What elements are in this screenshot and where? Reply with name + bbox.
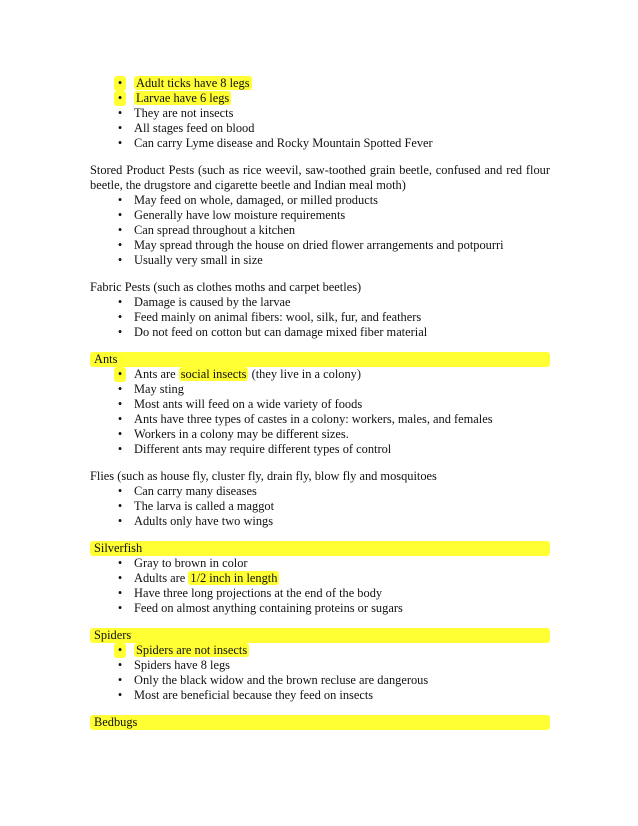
bullet-icon: • [117, 442, 123, 456]
section-heading-text: Bedbugs [94, 715, 138, 729]
bullet-icon: • [117, 556, 123, 570]
list-item [114, 76, 550, 91]
section [90, 280, 550, 340]
section-heading [90, 469, 550, 484]
list-item [114, 397, 550, 412]
list-item-text: Adults are [134, 571, 189, 585]
section-heading-text: Spiders [94, 628, 132, 642]
bullet-icon: • [117, 658, 123, 672]
list-item [114, 382, 550, 397]
section [90, 715, 550, 730]
highlighted-phrase: social insects [180, 367, 247, 381]
list-item [114, 223, 550, 238]
list-item-text: Different ants may require different types of control [134, 442, 392, 456]
section-heading-text: Silverfish [94, 541, 143, 555]
highlighted-phrase: 1/2 inch in length [190, 571, 278, 585]
list-item [114, 238, 550, 253]
section-heading [90, 163, 550, 193]
list-item [114, 121, 550, 136]
list-item [114, 556, 550, 571]
bullet-icon: • [117, 325, 123, 339]
bullet-icon: • [114, 643, 126, 658]
list-item-text: Generally have low moisture requirements [134, 208, 346, 222]
list-item-text: Can carry Lyme disease and Rocky Mountain Spotted Fever [134, 136, 433, 150]
list-item [114, 193, 550, 208]
list-item-text: Gray to brown in color [134, 556, 248, 570]
bullet-icon: • [117, 427, 123, 441]
list-item-text: Adults only have two wings [134, 514, 274, 528]
bullet-icon: • [117, 208, 123, 222]
list-item-text: Do not feed on cotton but can damage mixed fiber material [134, 325, 428, 339]
bullet-icon: • [117, 106, 123, 120]
list-item-text: May sting [134, 382, 184, 396]
list-item-text: All stages feed on blood [134, 121, 255, 135]
list-item [114, 208, 550, 223]
bullet-icon: • [114, 76, 126, 91]
bullet-icon: • [117, 295, 123, 309]
list-item [114, 586, 550, 601]
bullet-icon: • [117, 253, 123, 267]
list-item-text: Damage is caused by the larvae [134, 295, 291, 309]
bullet-list [90, 76, 550, 151]
section-heading-text: Fabric Pests (such as clothes moths and carpet beetles) [90, 280, 362, 294]
section [90, 352, 550, 457]
list-item [114, 601, 550, 616]
list-item-text: Feed on almost anything containing proteins or sugars [134, 601, 403, 615]
section-heading [90, 280, 550, 295]
bullet-icon: • [117, 499, 123, 513]
list-item [114, 484, 550, 499]
bullet-icon: • [117, 514, 123, 528]
section [90, 76, 550, 151]
bullet-icon: • [117, 484, 123, 498]
bullet-icon: • [117, 586, 123, 600]
bullet-icon: • [114, 367, 126, 382]
section-heading [90, 715, 550, 730]
list-item-text: Spiders have 8 legs [134, 658, 231, 672]
bullet-icon: • [117, 238, 123, 252]
list-item-text: Workers in a colony may be different sizes. [134, 427, 349, 441]
section [90, 163, 550, 268]
list-item [114, 136, 550, 151]
list-item [114, 658, 550, 673]
section-heading-text: Flies (such as house fly, cluster fly, drain fly, blow fly and mosquitoes [90, 469, 437, 483]
bullet-list [90, 367, 550, 457]
list-item-text: Can spread throughout a kitchen [134, 223, 296, 237]
list-item-text: Ants have three types of castes in a colony: workers, males, and females [134, 412, 493, 426]
list-item-text: Have three long projections at the end of the body [134, 586, 383, 600]
section [90, 628, 550, 703]
bullet-icon: • [117, 601, 123, 615]
list-item [114, 442, 550, 457]
bullet-icon: • [117, 673, 123, 687]
list-item-text: May spread through the house on dried flower arrangements and potpourri [134, 238, 504, 252]
bullet-list [90, 556, 550, 616]
bullet-icon: • [117, 310, 123, 324]
section-heading-text: Stored Product Pests (such as rice weevil, saw-toothed grain beetle, confused and red flour beetle, the drugstore and cigarette beetle and Indian meal moth) [90, 163, 550, 192]
list-item [114, 106, 550, 121]
list-item-text: Feed mainly on animal fibers: wool, silk, fur, and feathers [134, 310, 422, 324]
section-heading-text: Ants [94, 352, 118, 366]
bullet-icon: • [117, 193, 123, 207]
list-item-text: Only the black widow and the brown recluse are dangerous [134, 673, 429, 687]
list-item-text: (they live in a colony) [248, 367, 361, 381]
list-item [114, 310, 550, 325]
bullet-icon: • [117, 571, 123, 585]
section-heading [90, 541, 550, 556]
list-item-text: Ants are [134, 367, 179, 381]
list-item-text: Larvae have 6 legs [136, 91, 230, 105]
section [90, 541, 550, 616]
bullet-list [90, 484, 550, 529]
bullet-icon: • [114, 91, 126, 106]
bullet-icon: • [117, 382, 123, 396]
bullet-list [90, 295, 550, 340]
list-item [114, 91, 550, 106]
bullet-icon: • [117, 136, 123, 150]
list-item [114, 412, 550, 427]
list-item [114, 499, 550, 514]
list-item [114, 427, 550, 442]
document-content [90, 76, 550, 742]
list-item-text: The larva is called a maggot [134, 499, 275, 513]
section [90, 469, 550, 529]
list-item-text: May feed on whole, damaged, or milled products [134, 193, 378, 207]
list-item-text: Can carry many diseases [134, 484, 257, 498]
section-heading [90, 352, 550, 367]
bullet-icon: • [117, 223, 123, 237]
bullet-icon: • [117, 121, 123, 135]
list-item [114, 514, 550, 529]
section-heading [90, 628, 550, 643]
bullet-icon: • [117, 412, 123, 426]
bullet-list [90, 643, 550, 703]
list-item [114, 688, 550, 703]
list-item [114, 367, 550, 382]
list-item [114, 295, 550, 310]
list-item-text: They are not insects [134, 106, 234, 120]
list-item-text: Most are beneficial because they feed on insects [134, 688, 374, 702]
list-item [114, 571, 550, 586]
bullet-list [90, 193, 550, 268]
list-item-text: Adult ticks have 8 legs [136, 76, 250, 90]
bullet-icon: • [117, 688, 123, 702]
list-item [114, 643, 550, 658]
list-item [114, 673, 550, 688]
list-item-text: Most ants will feed on a wide variety of foods [134, 397, 363, 411]
list-item [114, 253, 550, 268]
list-item-text: Spiders are not insects [136, 643, 248, 657]
list-item-text: Usually very small in size [134, 253, 263, 267]
list-item [114, 325, 550, 340]
bullet-icon: • [117, 397, 123, 411]
